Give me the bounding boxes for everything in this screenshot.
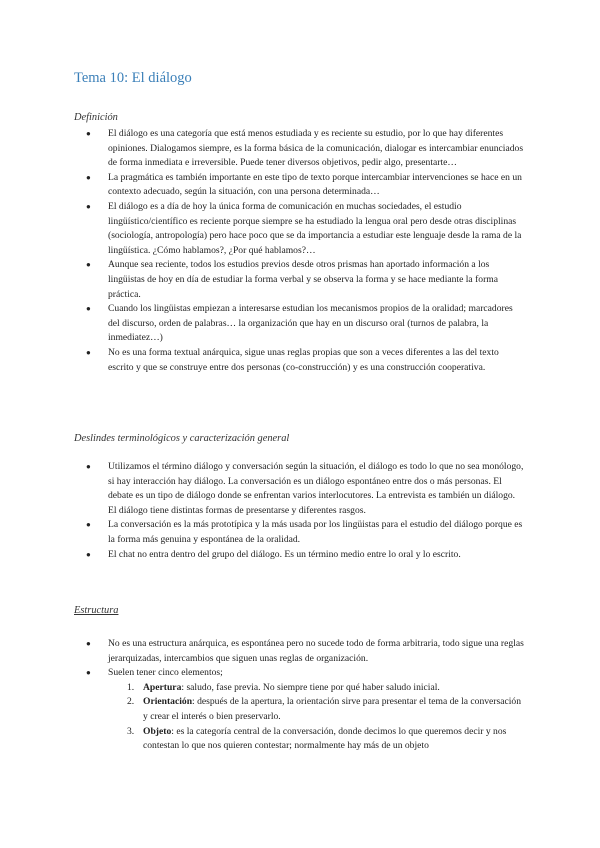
list-item: ● No es una forma textual anárquica, sigue unas reglas propias que son a veces diferentes a las del texto escrito y que se construye entre dos personas (co-construcción) y es una construcción cooperativa.	[84, 346, 524, 375]
section-heading-estructura: Estructura	[74, 605, 119, 616]
element-number: 1.	[127, 681, 135, 693]
list-item: ● El chat no entra dentro del grupo del diálogo. Es un término medio entre lo oral y lo escrito.	[84, 548, 524, 563]
element-term: Apertura	[143, 681, 182, 693]
element-item-apertura	[108, 681, 524, 696]
element-term: Objeto	[143, 725, 172, 737]
deslindes-list	[84, 460, 524, 562]
element-text: : después de la apertura, la orientación sirve para presentar el tema de la conversación y crear el interés o bien preservarlo.	[143, 696, 521, 722]
element-text: : es la categoría central de la conversación, donde decimos lo que queremos decir y nos contestan lo que nos quieren contestar; normalmente hay más de un objeto	[143, 725, 507, 752]
section-heading-definicion: Definición	[74, 112, 118, 123]
elements-list	[108, 681, 524, 754]
definicion-list	[84, 127, 524, 375]
page-title: Tema 10: El diálogo	[74, 70, 192, 86]
element-item-objeto	[108, 725, 524, 754]
list-item: ● Cuando los lingüistas empiezan a interesarse estudian los mecanismos propios de la oralidad; marcadores del discurso, orden de palabras… la organización que hay en un discurso oral (turnos de palabra, la inmediatez…)	[84, 302, 524, 346]
element-number: 3.	[127, 725, 135, 737]
list-item: ● El diálogo es a día de hoy la única forma de comunicación en muchas sociedades, el estudio lingüístico/científico es reciente porque siempre se ha estudiado la lengua oral pero desde otras disciplinas (sociología, antropología) pero hace poco que se da importancia a estudiar este lenguaje desde la rama de la lingüística. ¿Cómo hablamos?, ¿Por qué hablamos?…	[84, 200, 524, 258]
element-text: : saludo, fase previa. No siempre tiene por qué haber saludo inicial.	[181, 681, 440, 693]
list-item-label: Suelen tener cinco elementos;	[108, 667, 223, 679]
element-item-orientacion	[108, 695, 524, 724]
list-item: ● Aunque sea reciente, todos los estudios previos desde otros prismas han aportado información a los lingüistas de hoy en día de estudiar la forma verbal y se observa la forma y se hace mediante la forma práctica.	[84, 258, 524, 302]
list-item: ● La pragmática es también importante en este tipo de texto porque intercambiar intervenciones se hace en un contexto adecuado, según la situación, con una persona determinada…	[84, 171, 524, 200]
element-term: Orientación	[143, 696, 193, 708]
section-heading-deslindes: Deslindes terminológicos y caracterización general	[74, 433, 290, 444]
list-item: ● Utilizamos el término diálogo y conversación según la situación, el diálogo es todo lo que no sea monólogo, si hay interacción hay diálogo. La conversación es un diálogo espontáneo entre dos o más personas. El debate es un tipo de diálogo donde se enfrentan varios interlocutores. La entrevista es también un diálogo. El diálogo tiene distintas formas de presentarse y diferentes rasgos.	[84, 460, 524, 518]
element-number: 2.	[127, 696, 135, 708]
list-item	[84, 666, 524, 754]
estructura-list	[84, 637, 524, 754]
list-item: ● La conversación es la más prototípica y la más usada por los lingüistas para el estudio del diálogo porque es la forma más genuina y espontánea de la oralidad.	[84, 518, 524, 547]
list-item: ● El diálogo es una categoría que está menos estudiada y es reciente su estudio, por lo que hay diferentes opiniones. Dialogamos siempre, es la forma básica de la comunicación, dialogar es intercambiar enunciados de forma inmediata e irreversible. Puede tener diversos objetivos, pedir algo, presentarte…	[84, 127, 524, 171]
list-item: ● No es una estructura anárquica, es espontánea pero no sucede todo de forma arbitraria, todo sigue una reglas jerarquizadas, intercambios que siguen unas reglas de organización.	[84, 637, 524, 666]
